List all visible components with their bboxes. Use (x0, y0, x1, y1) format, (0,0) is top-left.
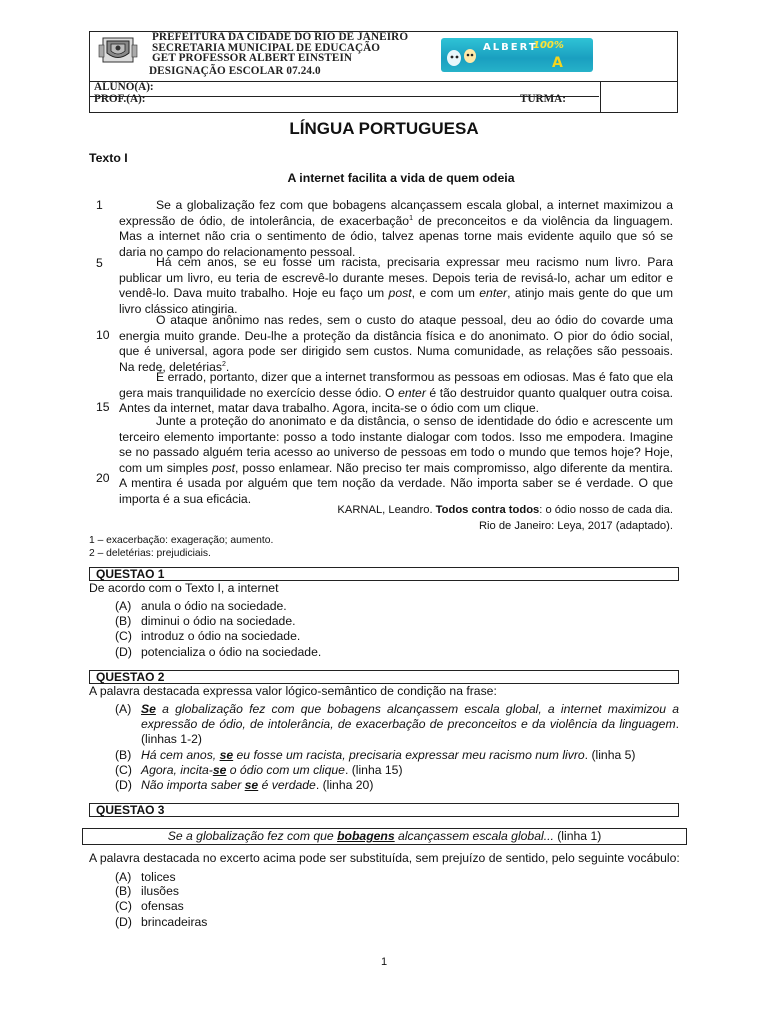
answer-option[interactable]: (D) potencializa o ódio na sociedade. (115, 645, 322, 659)
institution-line: SECRETARIA MUNICIPAL DE EDUCAÇÃO (152, 41, 381, 54)
question-stem: A palavra destacada expressa valor lógico-semântico de condição na frase: (89, 684, 497, 698)
paragraph: Junte a proteção do anonimato e da distância, o senso de identidade do ódio e acrescente um terceiro elemento importante: posso a todo instante dialogar com todos. Isso me empodera. Imagine se no passado alguém teria acesso ao universo de pessoas em todo o mundo que temos hoje? Hoje, com um simples post, posso enlamear. Não preciso ter mais compromisso, algo diferente da mentira. A mentira é usada por alguém que tem noção da verdade. Não importa saber se é verdade. O que importa é a sua eficácia. (119, 414, 673, 506)
institution-line: DESIGNAÇÃO ESCOLAR 07.24.0 (149, 64, 321, 77)
line-number: 20 (96, 471, 110, 485)
answer-option[interactable]: (B) Há cem anos, se eu fosse um racista, precisaria expressar meu racismo num livro. (linha 5) (115, 748, 636, 762)
student-label: ALUNO(A): (94, 81, 154, 93)
answer-option[interactable]: (D) Não importa saber se é verdade. (linha 20) (115, 778, 374, 792)
paragraph: Se a globalização fez com que bobagens alcançassem escala global, a internet maximizou a expressão de ódio, de intolerância, de exacerbação$^1$ de preconceitos e da violência da linguagem. Mas a internet não cria o sentimento de ódio, talvez apenas torne mais evidente aquilo que só se daria no campo do relacionamento pessoal. (119, 198, 673, 259)
paragraph: O ataque anônimo nas redes, sem o custo do ataque pessoal, deu ao ódio do covarde uma energia muito grande. Deu-lhe a proteção da distância física e do anonimato. O pior do ódio social, que é universal, agora pode ser dirigido sem custos. Numa comunidade, as relações são pessoais. Na rede, deletérias$^2$. (119, 313, 673, 374)
paragraph: Há cem anos, se eu fosse um racista, precisaria expressar meu racismo num livro. Para publicar um livro, eu teria de escrevê-lo durante meses. Depois teria de revisá-lo, achar um editor e vendê-lo. Dava muito trabalho. Hoje eu faço um post, e com um enter, atinjo mais gente do que um livro clássico atingiria. (119, 255, 673, 316)
cartoon-icon (445, 44, 479, 68)
answer-option[interactable]: (A) tolices (115, 870, 176, 884)
answer-option[interactable]: (B) ilusões (115, 884, 179, 898)
banner-word: ALBERT (483, 42, 538, 53)
class-label: TURMA: (520, 93, 566, 105)
answer-option[interactable]: (A) anula o ódio na sociedade. (115, 599, 287, 613)
excerpt-box: Se a globalização fez com que bobagens alcançassem escala global... (linha 1) (82, 828, 687, 845)
answer-option[interactable]: (D) brincadeiras (115, 915, 208, 929)
institution-info (149, 31, 452, 77)
question-header: QUESTAO 1 (89, 567, 679, 581)
line-number: 10 (96, 328, 110, 342)
footnote: 2 – deletérias: prejudiciais. (89, 548, 211, 559)
institution-line: GET PROFESSOR ALBERT EINSTEIN (152, 52, 353, 64)
question-header: QUESTAO 2 (89, 670, 679, 684)
question-stem: De acordo com o Texto I, a internet (89, 581, 279, 595)
paragraph: É errado, portanto, dizer que a internet transformou as pessoas em odiosas. Mas é fato que ela gera mais tranquilidade no exercício desse ódio. O enter é tão destruidor quanto qualquer outra coisa. Antes da internet, matar dava trabalho. Agora, incita-se o ódio com um clique. (119, 370, 673, 415)
citation: KARNAL, Leandro. Todos contra todos: o ódio nosso de cada dia. Rio de Janeiro: Leya, 2017 (adaptado). (337, 504, 673, 532)
answer-option[interactable]: (C) introduz o ódio na sociedade. (115, 629, 301, 643)
teacher-label: PROF.(A): (94, 93, 146, 105)
header-divider (600, 81, 601, 113)
text-title: A internet facilita a vida de quem odeia (287, 171, 515, 185)
line-number: 15 (96, 400, 110, 414)
question-stem: A palavra destacada no excerto acima pode ser substituída, sem prejuízo de sentido, pelo seguinte vocábulo: (89, 851, 680, 865)
answer-option[interactable]: (C) ofensas (115, 899, 184, 913)
line-number: 5 (96, 256, 103, 270)
answer-option[interactable]: (B) diminui o ódio na sociedade. (115, 614, 296, 628)
page-title: LÍNGUA PORTUGUESA (289, 119, 479, 138)
header-divider (90, 81, 677, 82)
footnote: 1 – exacerbação: exageração; aumento. (89, 535, 274, 546)
banner-percent: 100% (533, 40, 564, 51)
page-number: 1 (380, 956, 388, 968)
text-label: Texto I (89, 151, 128, 165)
coat-of-arms-icon (97, 35, 139, 65)
question-header: QUESTAO 3 (89, 803, 679, 817)
line-number: 1 (96, 198, 103, 212)
answer-option[interactable]: (A) Se a globalização fez com que bobagens alcançassem escala global, a internet maximizou a expressão de ódio, de intolerância, de exacerbação de preconceitos e da violência da linguagem. (linhas 1-2) (115, 702, 679, 746)
banner-letter: A (552, 55, 563, 71)
answer-option[interactable]: (C) Agora, incita-se o ódio com um clique. (linha 15) (115, 763, 403, 777)
institution-line: PREFEITURA DA CIDADE DO RIO DE JANEIRO (152, 31, 409, 43)
school-banner (441, 38, 593, 72)
